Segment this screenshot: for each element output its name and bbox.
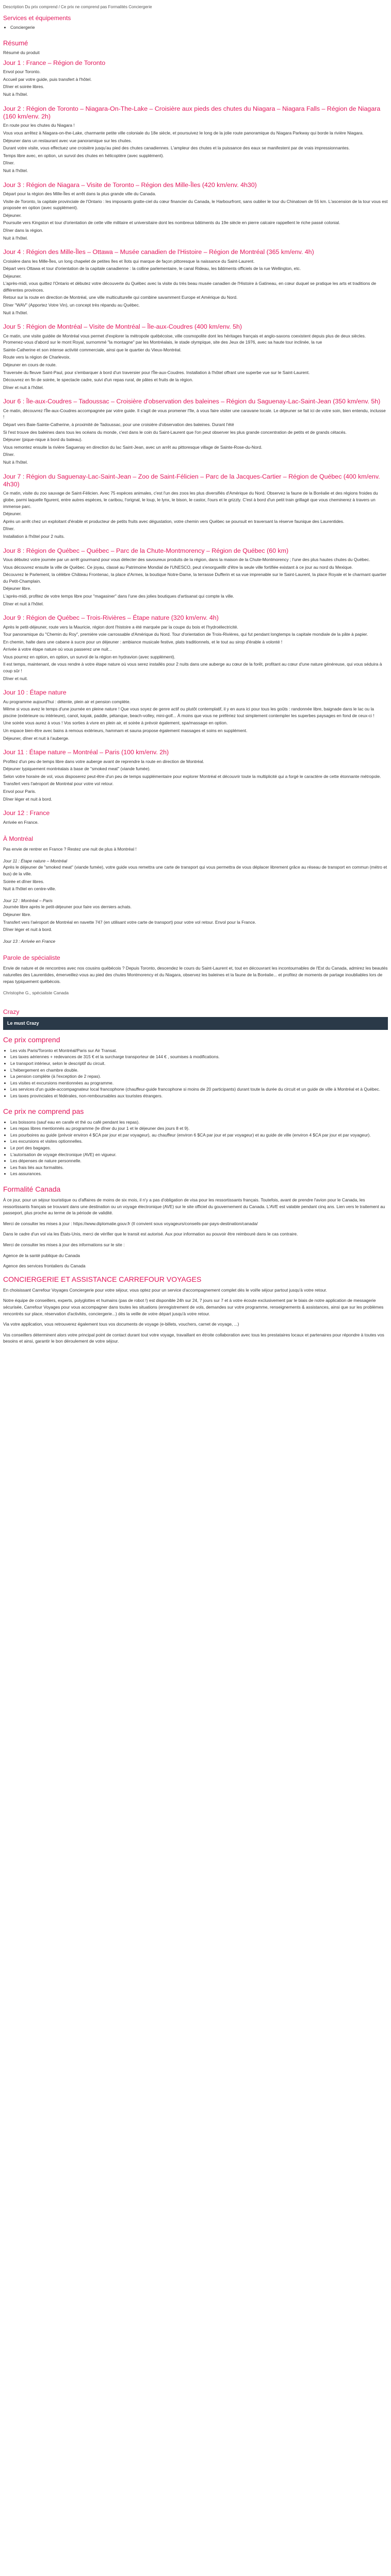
day-paragraph: Nuit à l'hôtel. (3, 235, 28, 241)
non-item: • Les assurances. (10, 1171, 388, 1177)
day-paragraph: Envol pour Paris. (3, 789, 36, 794)
a-montreal-title: À Montréal (3, 835, 34, 843)
day-paragraph: Après le petit-déjeuner, route vers la Mauricie, région dont l'histoire a été marquée par la coupe du bois et l'hydroélectricité. (3, 624, 238, 630)
extension-day-title: Jour 12 : Montréal – Paris (3, 897, 53, 903)
day-paragraph: Vous pourrez en option, en option, un survol de la région en hydravion (avec supplément). (3, 654, 175, 659)
day-title: Jour 9 : Région de Québec – Trois-Rivières – Étape nature (320 km/env. 4h) (3, 614, 219, 622)
resume-subtitle: Résumé du produit (3, 50, 40, 56)
day-paragraph: Découvrez le Parlement, la célèbre Château Frontenac, la place d'Armes, la boutique Notre-Dame, la terrasse Dufferin et sa vue imprenable sur le Saint-Laurent, la place Royale et le charmant quartier du Petit-Champlain. (3, 572, 387, 584)
day-paragraph: Vous remontez ensuite la rivière Saguenay en direction du lac Saint-Jean, avec un arrêt au pittoresque village de Sainte-Rose-du-Nord. (3, 444, 263, 450)
prix-item: • Les visites et excursions mentionnées au programme. (10, 1080, 388, 1087)
crazy-title: Crazy (3, 1008, 20, 1015)
formalite-paragraph: Agence des services frontaliers du Canada (3, 1263, 86, 1269)
day-paragraph: Si l'est trouve des baleines dans tous les océans du monde, c'est dans le coin du Saint-Laurent que l'on peut observer les plus grande concentration de petits et de grands cétacés. (3, 429, 347, 435)
day-paragraph: Nuit à l'hôtel. (3, 167, 28, 173)
parole-author: Christophe G., spécialiste Canada (3, 990, 69, 996)
day-paragraph: Nuit à l'hôtel. (3, 310, 28, 315)
day-title: Jour 10 : Étape nature (3, 689, 67, 697)
day-paragraph: Dîner léger et nuit à bord. (3, 796, 52, 802)
day-title: Jour 1 : France – Région de Toronto (3, 59, 106, 66)
prix-item: • La pension complète (à l'exception de 2 repas). (10, 1073, 388, 1080)
day-title: Jour 7 : Région du Saguenay-Lac-Saint-Jean – Zoo de Saint-Félicien – Parc de la Jacques-Cartier – Région de Québec (400 km/env. 4h30) (3, 472, 380, 488)
day-paragraph: Après un arrêt chez un exploitant d'érable et producteur de petits fruits avec dégustation, votre chemin vers Québec se poursuit en traversant la réserve faunique des Laurentides. (3, 518, 345, 524)
conciergerie-paragraph: En choisissant Carrefour Voyages Conciergerie pour votre séjour, vous optez pour un service d'accompagnement complet dès le vol/le séjour partout jusqu'à votre retour. (3, 1287, 327, 1293)
prix-comprend-title: Ce prix comprend (3, 1035, 60, 1044)
formalite-paragraph: Dans le cadre d'un vol via les États-Unis, merci de vérifier que le transit est autorisé. Aux pour information au pouvoir être reimbouré dans le cas contraire. (3, 1231, 298, 1237)
prix-comprend-list (3, 1047, 388, 1099)
day-paragraph: Déjeuner libre. (3, 586, 31, 591)
day-title: Jour 12 : France (3, 809, 50, 817)
conciergerie-title: CONCIERGERIE ET ASSISTANCE CARREFOUR VOYAGES (3, 1275, 202, 1283)
day-paragraph: Vous débutez votre journée par un arrêt gourmand pour vous délecter des savoureux produits de la région, dans la maison de la Chute-Montmorency ; l'une des plus hautes chutes du Québec. (3, 556, 370, 562)
day-paragraph: Il est temps, maintenant, de vous rendre à votre étape nature où vous serez installés pour 2 nuits dans une auberge au cœur de la forêt, profitant au cœur d'une nature généreuse, qui vous séduira à coup sûr ! (3, 662, 382, 674)
extension-paragraph: Dîner léger et nuit à bord. (3, 927, 52, 933)
day-paragraph: En route pour les chutes du Niagara ! (3, 123, 75, 128)
extension-day-title: Jour 11 : Étape nature – Montréal (3, 858, 68, 863)
day-paragraph: Une soirée vous aurez à vous ! Vos sorties à vivre en plein air, et soirée à prévoir également, spa/massage en option. (3, 720, 228, 726)
conciergerie-paragraph: Notre équipe de conseillers, experts, polyglottes et humains (pas de robot !) est disponible 24h sur 24, 7 jours sur 7 et à votre écoute exclusivement par le biais de notre application de messagerie sécurisée, Carrefour Voyages pour vous accompagner dans toutes les situations (enregistrement de vols, demandes sur votre programme, renseignements & assistances, ainsi que sur les problèmes rencontrés sur place, réservation d'activités, conciergerie...) dès la veille de votre départ jusqu'à votre retour. (3, 1298, 384, 1316)
day-title: Jour 8 : Région de Québec – Québec – Parc de la Chute-Montmorency – Région de Québec (60 km) (3, 547, 289, 554)
conciergerie-body (3, 1287, 388, 1345)
non-item: • Les boissons (sauf eau en carafe et thé ou café pendant les repas). (10, 1119, 388, 1126)
formalite-body (3, 1197, 388, 1269)
days-list (3, 59, 388, 825)
day-paragraph: Nuit à l'hôtel. (3, 459, 28, 465)
montreal-extension-list (3, 858, 388, 945)
day-paragraph: En chemin, halte dans une cabane à sucre pour un déjeuner : ambiance musicale festive, plats traditionnels, et le tout au sirop d'érable à volonté ! (3, 639, 283, 645)
day-paragraph: Durant votre visite, vous effectuez une croisière jusqu'au pied des chutes canadiennes. L'ampleur des chutes et la puissance des eaux se manifestent par de vrais impressionnantes. (3, 145, 350, 151)
extension-day (3, 897, 388, 933)
day-paragraph: Nuit à l'hôtel. (3, 91, 28, 97)
non-item: • Les frais liés aux formalités. (10, 1164, 388, 1171)
services-list (3, 24, 388, 31)
day-paragraph: Découvrez en fin de soirée, le spectacle cadre, suivi d'un repas rural, de pâtes et fruits de la région. (3, 377, 193, 383)
parole-title: Parole de spécialiste (3, 954, 60, 962)
prix-non-title: Ce prix ne comprend pas (3, 1107, 84, 1115)
day-title: Jour 3 : Région de Niagara – Visite de Toronto – Région des Mille-Îles (420 km/env. 4h30) (3, 181, 257, 189)
prix-item: • Les taxes aériennes + redevances de 315 € et la surcharge transporteur de 144 € , soumises à modifications. (10, 1054, 388, 1060)
day-paragraph: Déjeuner, dîner et nuit à l'auberge. (3, 735, 70, 741)
day-paragraph: Dîner et soirée libres. (3, 84, 44, 90)
day-paragraph: Ce matin, une visite guidée de Montréal vous permet d'explorer la métropole québécoise, ville cosmopolite dont les héritages français et anglo-saxons coexistent depuis plus de deux siècles. Promenez-vous d'abord sur le mont Royal, surnommé "la montagne" par les Montréalais, le stade olympique, site des Jeux de 1976, avec sa haute tour inclinée, la rue (3, 333, 366, 345)
day-paragraph: Dîner "WAV" (Apportez Votre Vin), un concept très répandu au Québec. (3, 302, 140, 308)
extension-paragraph: Après le déjeuner de "smoked meat" (viande fumée), votre guide vous remettra une carte de transport qui vous permettra de vous déplacer librement grâce au réseau de transport en commun (métro et bus) de la ville. (3, 865, 387, 876)
day-paragraph: Dîner dans la région. (3, 227, 43, 233)
extension-day (3, 938, 388, 945)
day-paragraph: Retour sur la route en direction de Montréal, une ville multiculturelle qui combine savamment Europe et Amérique du Nord. (3, 295, 238, 300)
parole-text: Envie de nature et de rencontres avec nos cousins québécois ? Depuis Toronto, descendez le cours du Saint-Laurent et, tout en découvrant les incontournables de l'Est du Canada, admirez les beautés naturelles des Laurentides, émerveillez-vous au pied des chutes Montmorency et du Niagara, observez les baleines et la faune de la Boréalie... et profitez de moments de partage inoubliables lors de repas typiquement québécois. (3, 965, 388, 984)
formalite-paragraph: Merci de consulter les mises à jour des informations sur le site : (3, 1242, 125, 1247)
extension-paragraph: Déjeuner libre. (3, 911, 31, 917)
non-item: • Les dépenses de nature personnelle. (10, 1158, 388, 1164)
day-paragraph: Déjeuner. (3, 511, 22, 517)
day-paragraph: Dîner et nuit à l'hôtel. (3, 601, 44, 606)
day-paragraph: Dîner et nuit. (3, 675, 28, 681)
day-paragraph: Déjeuner. (3, 212, 22, 218)
non-item: • Le port des bagages. (10, 1145, 388, 1151)
day-paragraph: Dîner et nuit à l'hôtel. (3, 384, 44, 390)
services-title: Services et équipements (3, 14, 71, 22)
formalite-paragraph: Agence de la santé publique du Canada (3, 1252, 80, 1258)
day-paragraph: Déjeuner typiquement montréalais à base de "smoked meat" (viande fumée). (3, 766, 151, 772)
day-paragraph: Déjeuner (pique-nique à bord du bateau). (3, 437, 83, 443)
day-paragraph: Accueil par votre guide, puis transfert à l'hôtel. (3, 76, 92, 82)
crazy-bar: Le must Crazy (3, 1017, 388, 1030)
conciergerie-paragraph: Vos conseillers déterminent alors votre principal point de contact durant tout votre voyage, travaillant en étroite collaboration avec tous les prestataires locaux et partenaires pour répondre à toutes vos besoins et ainsi, garantir le bon déroulement de votre séjour. (3, 1332, 384, 1344)
day-paragraph: Traversée du fleuve Saint-Paul, pour s'embarquer à bord d'un traversier pour l'Île-aux-Coudres. Installation à l'hôtel offrant une superbe vue sur le Saint-Laurent. (3, 369, 310, 375)
formalite-title: Formalité Canada (3, 1184, 61, 1193)
extension-paragraph: Nuit à l'hôtel en centre-ville. (3, 886, 56, 892)
extension-day-title: Jour 13 : Arrivée en France (3, 938, 56, 944)
day-paragraph: Départ vers Baie-Sainte-Catherine, à proximité de Tadoussac, pour une croisière d'observation des baleines. Durant l'été (3, 422, 234, 427)
day-paragraph: Arrivée à votre étape nature où vous passerez une nuit... (3, 647, 112, 652)
day-paragraph: Un espace bien-être avec bains à remous extérieurs, hammam et sauna propose également massages et soins en supplément. (3, 728, 248, 734)
day-title: Jour 6 : Île-aux-Coudres – Tadoussac – Croisière d'observation des baleines – Région du Saguenay-Lac-Saint-Jean (350 km/env. 5h) (3, 398, 381, 405)
extension-paragraph: Journée libre après le petit-déjeuner pour faire vos derniers achats. (3, 904, 132, 910)
resume-title: Résumé (3, 39, 28, 47)
day-paragraph: Profitez d'un peu de temps libre dans votre auberge avant de reprendre la route en direction de Montréal. (3, 758, 204, 764)
day-paragraph: Dîner. (3, 160, 15, 166)
extension-paragraph: Soirée et dîner libres. (3, 878, 44, 884)
formalite-paragraph: À ce jour, pour un séjour touristique ou d'affaires de moins de six mois, il n'y a pas d'obligation de visa pour les ressortissants français. Toutefois, avant de prendre l'avion pour le Canada, les ressortissants français se trouvant dans une destination ou un voyage électronique (AVE) sur le site officiel du gouvernement du Canada. L'AVE est valable pendant cinq ans. Lien vers le traitement au passeport, plus proche au terme de la période de validité. (3, 1197, 385, 1216)
day-paragraph: Déjeuner. (3, 273, 22, 279)
day-title: Jour 11 : Étape nature – Montréal – Paris (100 km/env. 2h) (3, 749, 169, 756)
day-paragraph: Tour panoramique du "Chemin du Roy", première voie carrossable d'Amérique du Nord. Tour d'orientation de Trois-Rivières, qui fut pendant longtemps la capitale mondiale de la pâte à papier. (3, 632, 368, 637)
day-paragraph: Ce matin, découvrez l'Île-aux-Coudres accompagnée par votre guide. Il s'agit de vous promener l'île, à vous faire visiter une caravane locale. Le déjeuner se fait ici de votre soin, bien entendu, inclusse ! (3, 408, 386, 420)
day-paragraph: Même si vous avez le temps d'une journée en pleine nature ! Que vous soyez de genre actif ou plutôt contemplatif, il y en aura ici pour tous les goûts : randonnée libre, baignade dans le lac ou la piscine (extérieure ou intérieure), canot, kayak, paddle, pétanque, beach-volley, mini-golf... À moins que vous ne préfériez tout simplement contempler les superbes paysages en fond de ceux-ci ! (3, 706, 374, 718)
day-paragraph: Selon votre horaire de vol, vous disposerez peut-être d'un peu de temps supplémentaire pour explorer Montréal et découvrir toute la multiplicité qui a forgé le caractère de cette étonnante métropole. (3, 773, 381, 779)
day-paragraph: Arrivée en France. (3, 819, 39, 825)
day-paragraph: Départ pour la région des Mille-Îles et arrêt dans la plus grande ville du Canada. (3, 191, 156, 196)
non-item: • L'autorisation de voyage électronique (AVE) en vigueur. (10, 1151, 388, 1158)
day-title: Jour 2 : Région de Toronto – Niagara-On-The-Lake – Croisière aux pieds des chutes du Niagara – Niagara Falls – Région de Niagara (160 km/env. 2h) (3, 105, 381, 120)
conciergerie-paragraph: Via votre application, vous retrouverez également tous vos documents de voyage (e-billets, vouchers, carnet de voyage, ...) (3, 1321, 239, 1327)
day-paragraph: Au programme aujourd'hui : détente, plein air et pension complète. (3, 699, 131, 704)
day-paragraph: Vous découvrez ensuite la ville de Québec. Ce joyau, classé au Patrimoine Mondial de l'UNESCO, peut s'enorgueillir d'être la seule ville fortifiée existant à ce jour au nord du Mexique. (3, 564, 353, 570)
prix-item: • Les taxes provinciales et fédérales, non-remboursables aux touristes étrangers. (10, 1093, 388, 1099)
a-montreal-intro: Pas envie de rentrer en France ? Restez une nuit de plus à Montréal ! (3, 846, 137, 852)
non-item: • Les repas libres mentionnés au programme (le dîner du jour 1 et le déjeuner des jours 8 et 9). (10, 1125, 388, 1132)
day-paragraph: Sainte-Catherine et son intense activité commerciale, ainsi que le quartier du Vieux-Montréal. (3, 347, 182, 352)
prix-item: • Le transport intérieur, selon le descriptif du circuit. (10, 1060, 388, 1067)
day-paragraph: Installation à l'hôtel pour 2 nuits. (3, 533, 65, 539)
extension-paragraph: Transfert vers l'aéroport de Montréal en navette 747 (en utilisant votre carte de transport) pour votre vol retour. Envol pour la France. (3, 919, 256, 925)
day-paragraph: Vous vous arrêtez à Niagara-on-the-Lake, charmante petite ville coloniale du 18e siècle, et poursuivez le long de la jolie route panoramique du Niagara Parkway qui borde la rivière Niagara. (3, 130, 364, 135)
day-paragraph: Transfert vers l'aéroport de Montréal pour votre vol retour. (3, 781, 114, 787)
services-item: • Conciergerie (10, 24, 388, 31)
day-paragraph: Dîner. (3, 526, 15, 532)
day-paragraph: Départ vers Ottawa et tour d'orientation de la capitale canadienne : la colline parlementaire, le canal Rideau, les bâtiments officiels de la rue Wellington, etc. (3, 266, 301, 272)
day-paragraph: Croisière dans les Mille-Îles, un long chapelet de petites îles et îlots qui marque de façon pittoresque la naissance du Saint-Laurent. (3, 258, 255, 264)
day-paragraph: Poursuite vers Kingston et tour d'orientation de cette ville militaire et universitaire dont les nombreux bâtiments du 19e siècle en pierre calcaire rappellent le riche passé colonial. (3, 220, 340, 226)
day-paragraph: L'après-midi, profitez de votre temps libre pour "magasiner" dans l'une des jolies boutiques d'artisanat qui compte la ville. (3, 593, 234, 599)
day-title: Jour 4 : Région des Mille-Îles – Ottawa – Musée canadien de l'Histoire – Région de Montréal (365 km/env. 4h) (3, 248, 314, 256)
day-paragraph: Déjeuner en cours de route. (3, 362, 57, 368)
prix-item: • Les vols Paris/Toronto et Montréal/Paris sur Air Transat. (10, 1047, 388, 1054)
non-item: • Les pourboires au guide (prévoir environ 4 $CA par jour et par voyageur), au chauffeur (environ 6 $CA par jour et par voyageur) et au guide de ville (environ 4 $CA par jour et par voyageur). (10, 1132, 388, 1139)
prix-non-list (3, 1119, 388, 1177)
formalite-paragraph: Merci de consulter les mises à jour : https://www.diplomatie.gouv.fr (Il convient sous voyageurs/conseils-par-pays-destination/canada/ (3, 1221, 258, 1226)
day-paragraph: Envol pour Toronto. (3, 69, 41, 75)
day-paragraph: Déjeuner dans un restaurant avec vue panoramique sur les chutes. (3, 138, 132, 143)
day-paragraph: Temps libre avec, en option, un survol des chutes en hélicoptère (avec supplément). (3, 152, 164, 158)
day-paragraph: Route vers la région de Charlevoix. (3, 354, 71, 360)
day-paragraph: L'après-midi, vous quittez l'Ontario et débutez votre découverte du Québec avec la visite du très beau musée canadien de l'Histoire à Gatineau, en cœur duquel se pratique les arts et traditions de différentes provinces. (3, 281, 377, 293)
prix-item: • L'hébergement en chambre double. (10, 1067, 388, 1074)
day-paragraph: Ce matin, visite du zoo sauvage de Saint-Félicien. Avec 75 espèces animales, c'est l'un des zoos les plus diversifiés d'Amérique du Nord. Observez la faune de la Boréalie et des régions froides du globe, parmi laquelle figurent, entre autres espèces, le caribou, l'orignal, le loup, le lynx, le bison, le castor, l'ours et le grizzly. C'est à bord d'un petit train grillagé que vous cheminerez à travers un immense parc. (3, 490, 378, 509)
day-title: Jour 5 : Région de Montréal – Visite de Montréal – Île-aux-Coudres (400 km/env. 5h) (3, 323, 242, 331)
extension-day (3, 858, 388, 892)
prix-item: • Les services d'un guide-accompagnateur local francophone (chauffeur-guide francophone si moins de 20 participants) durant toute la durée du circuit et un guide de ville à Montréal et à Québec. (10, 1086, 388, 1093)
breadcrumb: Description Du prix comprend / Ce prix ne comprend pas Formalités Conciergerie (3, 5, 152, 9)
non-item: • Les excursions et visites optionnelles. (10, 1138, 388, 1145)
day-paragraph: Dîner. (3, 452, 15, 457)
day-paragraph: Visite de Toronto, la capitale provinciale de l'Ontario : les imposants gratte-ciel du cœur financier du Canada, le Harbourfront, sans oublier le tour du Chinatown de 55 km. L'ascension de la tour vous est proposée en option (avec supplément). (3, 198, 388, 211)
